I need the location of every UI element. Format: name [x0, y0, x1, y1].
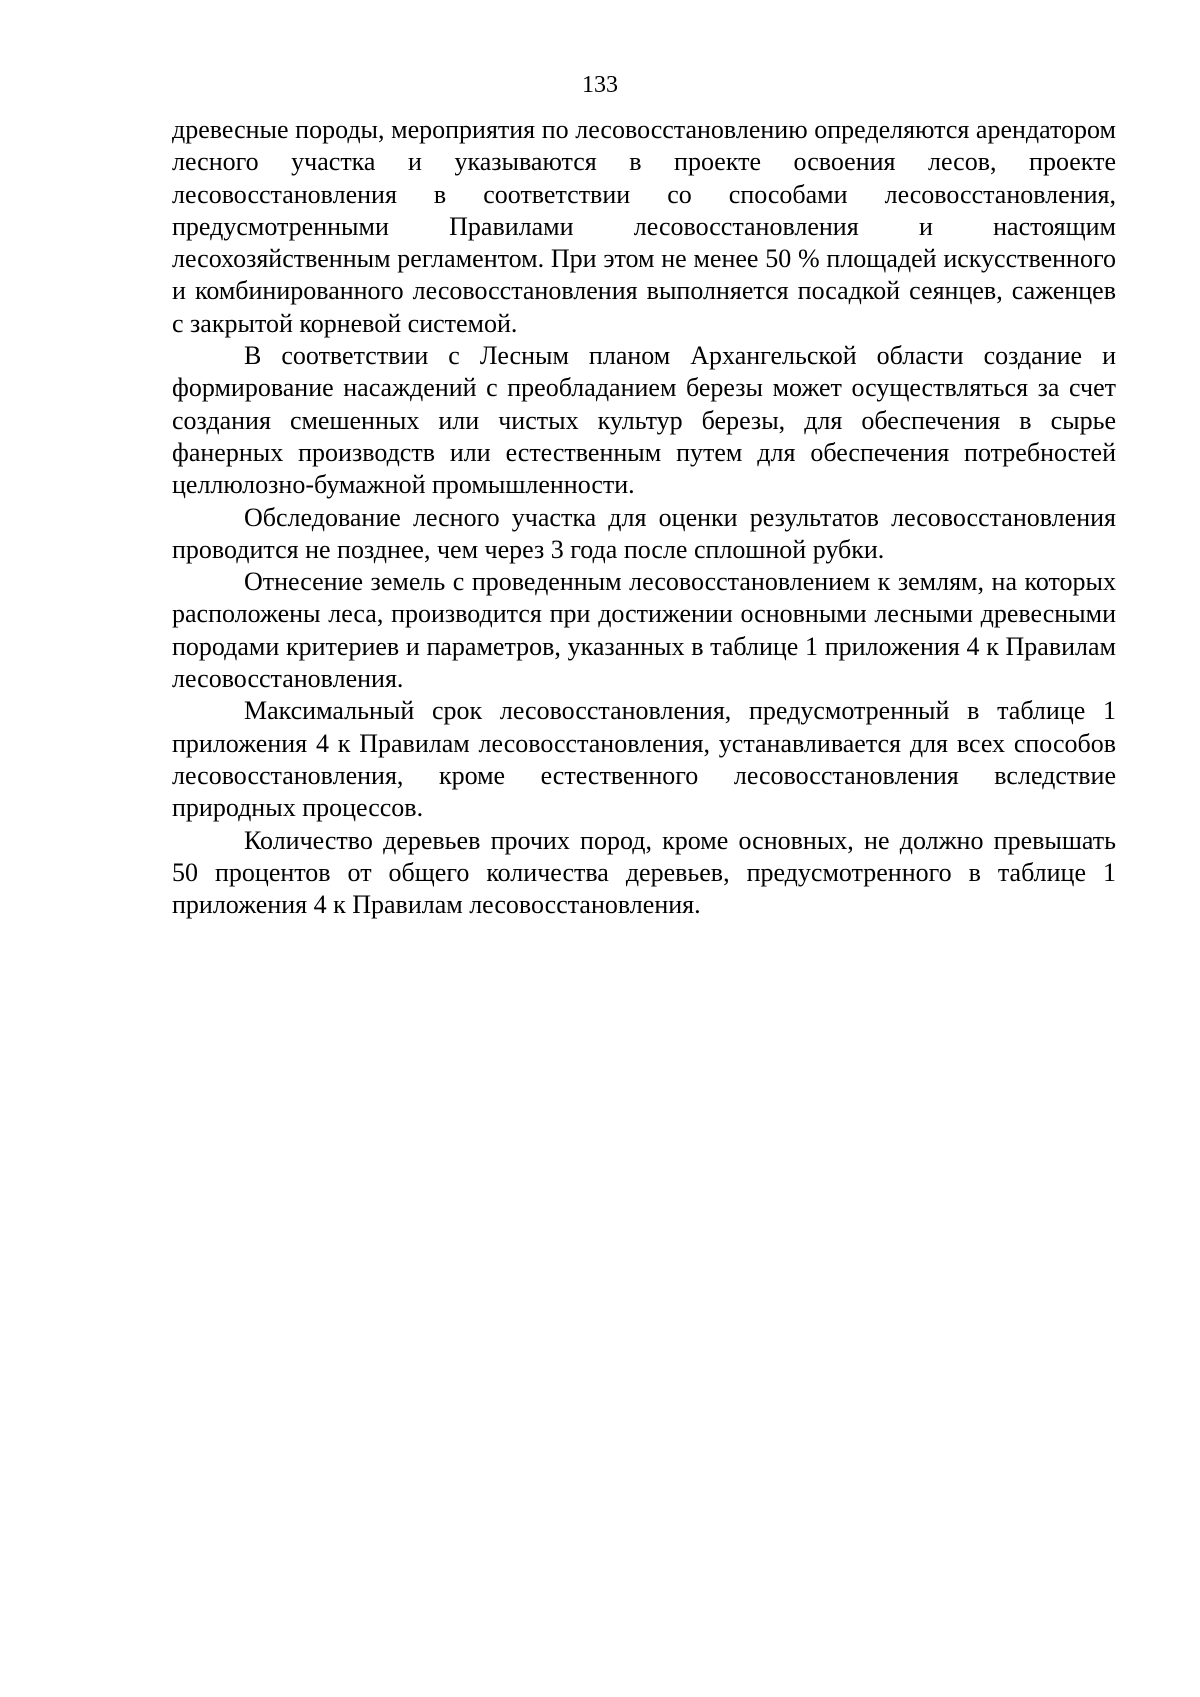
paragraph-tree-count: Количество деревьев прочих пород, кроме основных, не должно превышать 50 процентов от общего количества деревьев, предусмотренного в таблице 1 приложения 4 к Правилам лесовосстановления. — [172, 825, 1116, 920]
paragraph-birch-plantations: В соответствии с Лесным планом Архангельской области создание и формирование насаждений с преобладанием березы может осуществляться за счет создания смешенных или чистых культур березы, для обеспечения в сырье фанерных производств или естественным путем для обеспечения потребностей целлюлозно-бумажной промышленности. — [172, 341, 1116, 500]
document-body — [172, 114, 1116, 921]
paragraph-land-classification: Отнесение земель с проведенным лесовосстановлением к землям, на которых расположены леса, производится при достижении основными лесными древесными породами критериев и параметров, указанных в таблице 1 приложения 4 к Правилам лесовосстановления. — [172, 567, 1116, 694]
paragraph-continuation: древесные породы, мероприятия по лесовосстановлению определяются арендатором лесного участка и указываются в проекте освоения лесов, проекте лесовосстановления в соответствии со способами лесовосстановления, предусмотренными Правилами лесовосстановления и настоящим лесохозяйственным регламентом. При этом не менее 50 % площадей искусственного и комбинированного лесовосстановления выполняется посадкой сеянцев, саженцев с закрытой корневой системой. — [172, 115, 1116, 338]
paragraph-maximum-term: Максимальный срок лесовосстановления, предусмотренный в таблице 1 приложения 4 к Правилам лесовосстановления, устанавливается для всех способов лесовосстановления, кроме естественного лесовосстановления вследствие природных процессов. — [172, 696, 1116, 823]
paragraph-inspection: Обследование лесного участка для оценки результатов лесовосстановления проводится не позднее, чем через 3 года после сплошной рубки. — [172, 502, 1116, 564]
page-number: 133 — [582, 72, 618, 98]
